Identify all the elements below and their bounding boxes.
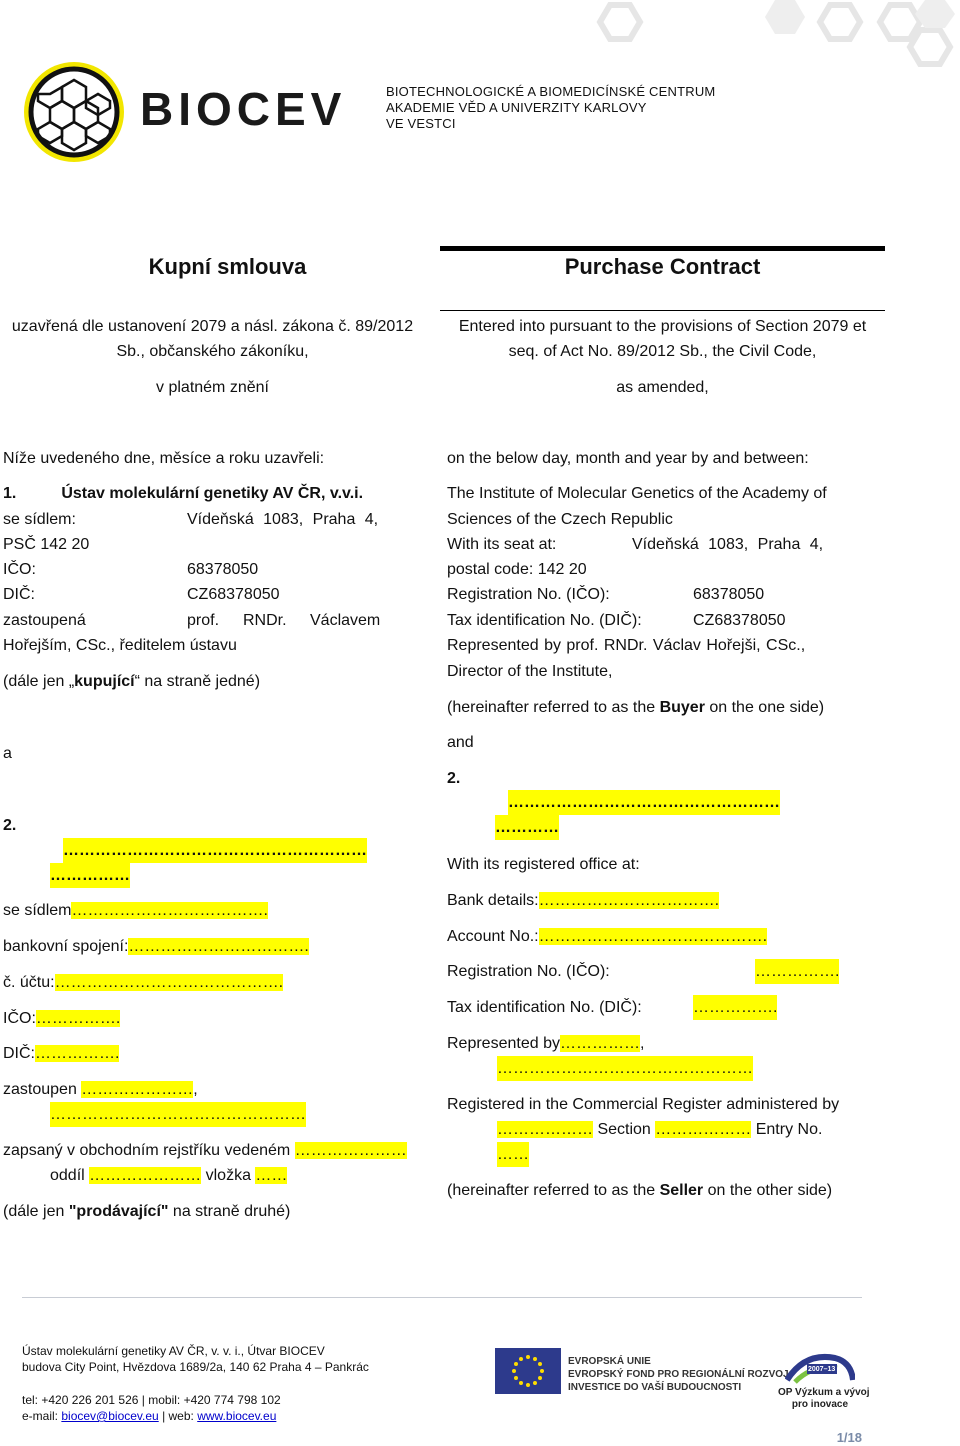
- seller-cz-bank-field[interactable]: …………………………….: [128, 938, 309, 955]
- op-years: 2007–13: [808, 1366, 836, 1373]
- seller-cz-account: č. účtu:…………………………………….: [3, 974, 284, 991]
- buyer-cz-rep-line2: Hořejším, CSc., ředitelem ústavu: [3, 637, 237, 654]
- seller-en-register-line1: Registered in the Commercial Register administered by: [447, 1096, 840, 1113]
- seller-cz-bank: bankovní spojení:…………………………….: [3, 938, 309, 955]
- seller-en-account-field[interactable]: …………………………………….: [538, 928, 768, 945]
- buyer-en-seat-label: With its seat at:: [447, 536, 557, 553]
- seller-en-reg-field[interactable]: …………….: [755, 959, 839, 984]
- parties-intro-en: on the below day, month and year by and between:: [447, 450, 809, 467]
- decorative-hexagon-pattern: [580, 0, 960, 70]
- footer-contacts: e-mail: biocev@biocev.eu | web: www.biocev.eu: [22, 1409, 277, 1423]
- seller-en-account: Account No.:…………………………………….: [447, 928, 768, 945]
- seller-cz-dic: DIČ:…………….: [3, 1045, 120, 1062]
- buyer-en-reg-value: 68378050: [693, 586, 765, 603]
- buyer-cz-psc: PSČ 142 20: [3, 536, 90, 553]
- eu-flag-icon: [495, 1348, 561, 1394]
- seller-en-rep: Represented by……………,: [447, 1035, 645, 1052]
- intro-en-line1: Entered into pursuant to the provisions of Section 2079 et: [458, 318, 867, 335]
- buyer-en-rep-line2: Director of the Institute,: [447, 663, 613, 680]
- footer-phone: tel: +420 226 201 526 | mobil: +420 774 798 102: [22, 1393, 281, 1407]
- buyer-en-tax-label: Tax identification No. (DIČ):: [447, 612, 642, 629]
- buyer-en-name-line2: Sciences of the Czech Republic: [447, 511, 673, 528]
- seller-en-name-dots1[interactable]: ……………………………………………: [508, 790, 780, 815]
- footer-address-line2: budova City Point, Hvězdova 1689/2a, 140 62 Praha 4 – Pankrác: [22, 1360, 369, 1374]
- intro-en-line3: as amended,: [616, 379, 709, 396]
- seller-en-tax-field[interactable]: …………….: [693, 995, 777, 1020]
- buyer-cz-dic-value: CZ68378050: [187, 586, 280, 603]
- buyer-cz-rep-b: RNDr.: [243, 612, 287, 629]
- logo-wordmark: BIOCEV: [140, 83, 347, 135]
- buyer-en-reg-label: Registration No. (IČO):: [447, 586, 610, 603]
- seller-en-register-field1[interactable]: ………………: [497, 1121, 593, 1138]
- seller-cz-register-field[interactable]: …………………: [294, 1142, 407, 1159]
- seller-cz-name-dots1[interactable]: …………………………………………………: [63, 838, 367, 863]
- intro-cz-line3: v platném znění: [156, 379, 269, 396]
- intro-cz-line2: Sb., občanského zákoníku,: [116, 343, 309, 360]
- buyer-cz-rep-a: prof.: [187, 612, 220, 629]
- seller-en-register-field3[interactable]: ……: [497, 1142, 529, 1167]
- buyer-en-name-line1: The Institute of Molecular Genetics of the Academy of: [447, 485, 827, 502]
- conj-en: and: [447, 734, 474, 751]
- buyer-cz-designation: (dále jen „kupující“ na straně jedné): [3, 673, 261, 690]
- title-cz: Kupní smlouva: [148, 254, 307, 279]
- conj-cz: a: [3, 745, 12, 762]
- buyer-en-seat-value: Vídeňská 1083, Praha 4,: [632, 536, 824, 553]
- buyer-cz-seat-value: Vídeňská 1083, Praha 4,: [187, 511, 379, 528]
- seller-cz-num: 2.: [3, 817, 17, 834]
- eu-text: EVROPSKÁ UNIE EVROPSKÝ FOND PRO REGIONÁLNÍ ROZVOJ INVESTICE DO VAŠÍ BUDOUCNOSTI: [568, 1356, 789, 1393]
- seller-en-name-dots2[interactable]: …………: [495, 815, 559, 840]
- seller-cz-rep-field2[interactable]: …………………………………………: [50, 1102, 306, 1127]
- op-text: OP Výzkum a vývoj pro inovace: [778, 1387, 870, 1410]
- parties-intro-cz: Níže uvedeného dne, měsíce a roku uzavřeli:: [3, 450, 325, 467]
- buyer-en-tax-value: CZ68378050: [693, 612, 786, 629]
- seller-cz-ico-field[interactable]: …………….: [35, 1010, 121, 1027]
- title-rule-top: [440, 246, 885, 251]
- seller-cz-dic-field[interactable]: …………….: [35, 1045, 120, 1062]
- seller-en-bank: Bank details:…………………………….: [447, 892, 720, 909]
- seller-cz-register: zapsaný v obchodním rejstříku vedeném …………………: [3, 1142, 407, 1159]
- logo-hexagon-icon: [22, 60, 126, 164]
- seller-en-designation: (hereinafter referred to as the Seller on the other side): [447, 1182, 833, 1199]
- buyer-cz-dic-label: DIČ:: [3, 586, 35, 603]
- seller-en-register-field2[interactable]: ………………: [655, 1121, 752, 1138]
- footer-address-line1: Ústav molekulární genetiky AV ČR, v. v. i., Útvar BIOCEV: [22, 1344, 325, 1358]
- buyer-cz-name: 1. Ústav molekulární genetiky AV ČR, v.v.i.: [3, 485, 364, 502]
- seller-en-reg-label: Registration No. (IČO):: [447, 963, 610, 980]
- seller-cz-oddil-field[interactable]: …………………: [89, 1167, 202, 1184]
- seller-en-tax-label: Tax identification No. (DIČ):: [447, 999, 642, 1016]
- buyer-en-postal: postal code: 142 20: [447, 561, 587, 578]
- seller-cz-rep-field[interactable]: …………………: [81, 1081, 194, 1098]
- seller-cz-vlozka-field[interactable]: ……: [255, 1167, 288, 1184]
- seller-cz-seat-field[interactable]: ……………………………….: [71, 902, 268, 919]
- buyer-cz-ico-value: 68378050: [187, 561, 259, 578]
- intro-en-line2: seq. of Act No. 89/2012 Sb., the Civil Code,: [508, 343, 817, 360]
- buyer-cz-rep-label: zastoupená: [3, 612, 86, 629]
- seller-cz-name-dots2[interactable]: ……………: [50, 863, 130, 888]
- seller-cz-ico: IČO:…………….: [3, 1010, 121, 1027]
- title-en: Purchase Contract: [564, 254, 761, 279]
- buyer-cz-rep-c: Václavem: [310, 612, 381, 629]
- biocev-logo: [22, 60, 347, 164]
- seller-cz-seat: se sídlem……………………………….: [3, 902, 268, 919]
- seller-en-rep-field[interactable]: ……………: [559, 1035, 640, 1052]
- seller-en-office: With its registered office at:: [447, 856, 640, 873]
- seller-cz-rep: zastoupen …………………,: [3, 1081, 198, 1098]
- institution-name: BIOTECHNOLOGICKÉ A BIOMEDICÍNSKÉ CENTRUM AKADEMIE VĚD A UNIVERZITY KARLOVY VE VESTCI: [386, 84, 716, 131]
- seller-cz-section: oddíl ………………… vložka ……: [50, 1167, 288, 1184]
- intro-cz-line1: uzavřená dle ustanovení 2079 a násl. zákona č. 89/2012: [11, 318, 414, 335]
- title-rule-bottom: [440, 310, 885, 311]
- buyer-en-designation: (hereinafter referred to as the Buyer on the one side): [447, 699, 825, 716]
- web-link[interactable]: www.biocev.eu: [197, 1409, 277, 1423]
- buyer-cz-seat-label: se sídlem:: [3, 511, 76, 528]
- seller-en-num: 2.: [447, 770, 461, 787]
- email-link[interactable]: biocev@biocev.eu: [61, 1409, 159, 1423]
- page-number: 1/18: [836, 1430, 862, 1445]
- buyer-cz-ico-label: IČO:: [3, 561, 36, 578]
- seller-en-register-line2: ……………… Section ……………… Entry No.: [497, 1121, 823, 1138]
- buyer-en-rep-line1: Represented by prof. RNDr. Václav Hořejši, CSc.,: [447, 637, 806, 654]
- seller-en-bank-field[interactable]: …………………………….: [538, 892, 720, 909]
- seller-en-rep-field2[interactable]: …………………………………………: [497, 1056, 753, 1081]
- seller-cz-designation: (dále jen "prodávající" na straně druhé): [3, 1203, 291, 1220]
- seller-cz-account-field[interactable]: …………………………………….: [54, 974, 284, 991]
- footer-rule: [22, 1297, 862, 1298]
